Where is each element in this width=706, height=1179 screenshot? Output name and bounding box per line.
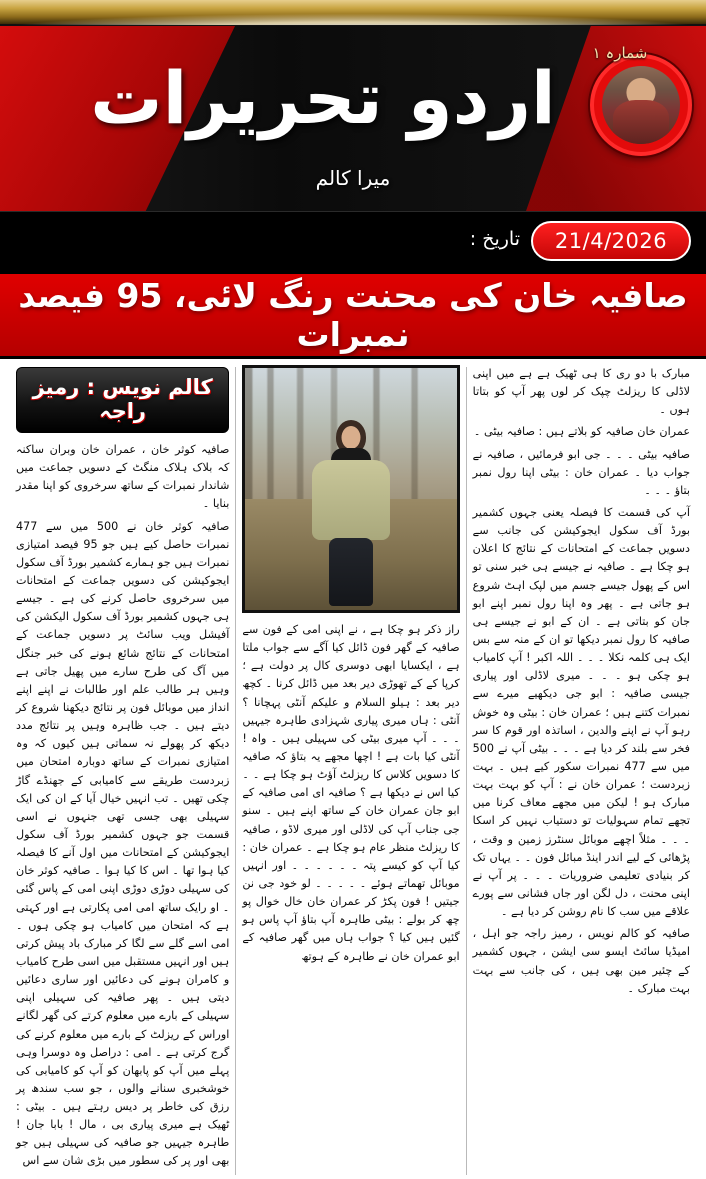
column-left <box>8 365 235 1175</box>
paragraph: صافیہ کوثر خان ، عمران خان وبران ساکنہ کہ بلاک ہلاک منگٹ کے دسویں جماعت میں شاندار نمبرات کے ساتھ سرخروی کو اپنا مقدر بنایا ۔ <box>16 443 230 511</box>
article-columns <box>8 365 698 1175</box>
gold-swoosh-decoration <box>0 9 706 25</box>
photo-subject-coat <box>312 460 390 540</box>
paragraph: عمران خان صافیہ کو بلاتے ہیں : صافیہ بیٹی ۔ <box>473 425 690 439</box>
editor-photo-icon <box>602 66 680 144</box>
paragraph: صافیہ کو کالم نویس ، رمیز راجہ جو اہل ، امیڈیا سائٹ ایسو سی ایشن ، جہوں کشمیر کے چئیر مین بھی ہیں ، کی جانب سے بہت بہت مبارک ۔ <box>472 927 690 995</box>
issue-number: شمارہ ۱ <box>592 44 648 62</box>
headline-text: صافیہ خان کی محنت رنگ لائی، 95 فیصد نمبرات <box>18 276 688 354</box>
headline-banner <box>0 271 706 359</box>
date-label: تاریخ : <box>469 228 520 250</box>
avatar <box>590 54 692 156</box>
page-title: اردو تحریرات <box>90 56 556 140</box>
column-right-text <box>473 365 690 998</box>
column-right <box>467 365 698 1002</box>
masthead-subtitle: میرا کالم <box>315 166 391 190</box>
paragraph: راز ذکر ہو چکا ہے ، نے اپنی امی کے فون سے صافیہ کے گھر فون ڈائل کیا آگے سے جواب ملتا ہے ، ایکسایا ابھی دوسری کال پر دولت ہے ؛ کرپا کے کے تھوڑی دیر بعد میں ڈائل کرنا ۔ کچھ دیر بعد : ہیلو السلام و علیکم آنٹی پہچانا ؟ آنٹی : ہاں میری پیاری شہزادی طاہرہ جیہیں ۔ ۔ ۔ آپ میری بیٹی کی سہیلی ہیں ۔ واہ ! آنٹی کیا بات ہے ! اچھا مجھے یہ بتاؤ کہ صافیہ کا دسویں کلاس کا ریزلٹ آؤٹ ہو چکا ہے ۔ ۔ کیا اس نے دیکھا ہے ؟ صافیہ ای امی صافیہ کے ابو جان عمران خان کے ساتھ اپنے ہیں ۔ سنو جی جناب آپ کی لاڈلی اور میری لاڈو ، صافیہ کا ریزلٹ منظر عام ہو چکا ہے ۔ عمران خان : کیا آپ کو کیسے پتہ ۔ ۔ ۔ ۔ ۔ ۔ اور انہیں موبائل تھماتے ہوئے ۔ ۔ ۔ ۔ ۔ لو خود جی نن جیتیں ! فون پکڑ کر عمران خان خال خوال پو چھ کر بولے : بیٹی طاہرہ آپ بتاؤ آپ پاس ہو گئیں ہیں کیا ؟ جواب ہاں میں گھر صافیہ کے ابو عمران خان نے طاہرہ کے ہوتھ <box>242 623 460 963</box>
photo-subject <box>308 420 394 606</box>
paragraph: صافیہ کوثر خان نے 500 میں سے 477 نمبرات حاصل کیے ہیں جو 95 فیصد امتیازی نمبرات ہیں جو ہمارے کشمیر بورڈ آف سکول ایجوکیشن کی دسویں جماعت کے امتحانات میں سرخروی حاصل کرنے کی ہے ۔ جیسے ہی جہوں کشمیر بورڈ آف سکول الیکشن کی آفیشل ویب سائٹ پر دسویں جماعت کے امتحانات کے نتائج شائع ہونے کی خبر جنگل میں آگ کی طرح سارے میں پھیل جاتی ہے وہیں ہر طالب علم اور طالبات نے اپنے اپنے انداز میں موبائل فون پر نتائج دیکھنا شروع کر دیتے ہیں ۔ جب ظاہرہ وہیں پر نتائج مدد دیکھ کر پھولے نہ سماتی ہیں کیوں کہ وہ امتیازی نمبرات کے ساتھ دوبارہ امتحان میں زبردست طریقے سے کامیابی کے جھنڈے گاڑ چکی تھیں ۔ تب انہیں خیال آیا کے ان کی ایک سہیلی بھی جسی تھی جنہوں نے اسی قسمت جو جہوں کشمیر بورڈ آف سکول ایجوکیشن کے امتحانات میں اول آنے کا فیصلہ کیا ہوا تھا ۔ اس کا کیا ہوا ۔ صافیہ کوثر خان کی سہیلی دوڑی دوڑی اپنی امی کے پاس گئی ۔ او رایک ساتھ امی امی پکارتی ہے اور کہتی ہے کہ امتحان میں کامیاب ہو چکی ہوں ۔ امی اسے گلے سے لگا کر مبارک باد پیش کرتی ہیں اور انہیں مستقبل میں اسی طرح کامیاب و کامران ہونے کی دعائیں اور ساری دعائیں دیتی ہیں ۔ پھر صافیہ کی سہیلی اپنی سہیلی کے بارے میں معلوم کرتے کی گھر لگانے اوراس کے ریزلٹ کے بارے میں معلوم کرنے کی گرج کرتی ہے ۔ امی : دراصل وہ دوسرا وہی پہلے میں آپ کو پابھان کو آپ کو کامیابی کی خوشخبری سنانے والوں ، جو سب سندھ پر رزق کی خاطر پر دیس رہتے ہیں ۔ بیٹی : ٹھیک ہے میری پیاری بی ، مال ! بابا جان ! طاہرہ جیہیں جو صافیہ کی سہیلی ہیں جو بھی اور پر کی سطور میں بڑی شان سے اس <box>16 519 230 1168</box>
column-middle-text <box>242 621 459 966</box>
columnist-byline: کالم نویس : رمیز راجہ <box>16 367 229 433</box>
column-left-text <box>16 441 229 1171</box>
date-badge: 21/4/2026 <box>531 221 691 261</box>
paragraph: مبارک با دو ری کا ہی ٹھیک ہے ہے میں اپنی لاڈلی کا ریزلٹ چپک کر لوں پھر آپ کو بتاتا ہوں ۔ <box>472 367 690 417</box>
paragraph: آپ کی قسمت کا فیصلہ یعنی جہوں کشمیر بورڈ آف سکول ایجوکیشن کی جانب سے دسویں جماعت کے امتحانات کے نتائج کا اعلان ہو چکا ہے ۔ صافیہ نے جیسے ہی خبر سنی تو اس کے پھول جیسے جسم میں لپک اہٹ شروع ہو جاتی ہے ۔ پھر وہ اپنا رول نمبر اپنے ابو جان کو بتاتی ہے ۔ ان کے ابو نے جیسے ہی صافیہ کا رول نمبر دیکھا تو ان کے منہ سے بس ایک ہی کلمہ نکلا ۔ ۔ ۔ اللہ اکبر ! آپ کامیاب ہو چکی ہو ۔ ۔ ۔ میری لاڈلی اور پیاری جیسی صافیہ : ابو جی دیکھیے میرے سے نمبرات کتنے ہیں ؛ عمران خان : بیٹی وہ خوش رہو آپ نے اپنے والدین ، اساتذہ اور قوم کا سر فخر سے بلند کر دیا ہے ۔ ۔ ۔ بیٹی آپ نے 500 میں سے 477 نمبرات سکور کیے ہیں ۔ بہت زبردست ؛ عمران خان نے : آپ کو بہت بہت مبارک ہو ! لیکن میں مجھے معاف کرنا میں تجھے تمام سہولیات تو دستیاب نہیں کر اسکا ۔ ۔ ۔ مثلاً اچھے موبائل سنٹرز زمین و وقت ، پڑھائی کے لیے اندر اینڈ مبائل فون ۔ ۔ یہاں تک کر بنیادی تعلیمی ضروریات ۔ ۔ ۔ پر آپ نے اپنی محنت ، دل لگن اور جاں فشانی سے پورے علاقے میں سب کا نام روشن کر دیا ہے ۔ <box>472 505 690 919</box>
article-photo <box>242 365 459 613</box>
photo-subject-legs <box>329 538 373 606</box>
article-body <box>0 359 706 1179</box>
paragraph: صافیہ بیٹی ۔ ۔ ۔ جی ابو فرمائیں ، صافیہ نے جواب دیا ۔ عمران خان : بیٹی اپنا رول نمبر بتاؤ ۔ ۔ ۔ <box>472 447 690 497</box>
photo-subject-face <box>342 426 361 449</box>
top-decorative-bar <box>0 0 706 26</box>
date-bar <box>0 211 706 271</box>
column-middle <box>236 365 465 970</box>
masthead <box>0 26 706 211</box>
